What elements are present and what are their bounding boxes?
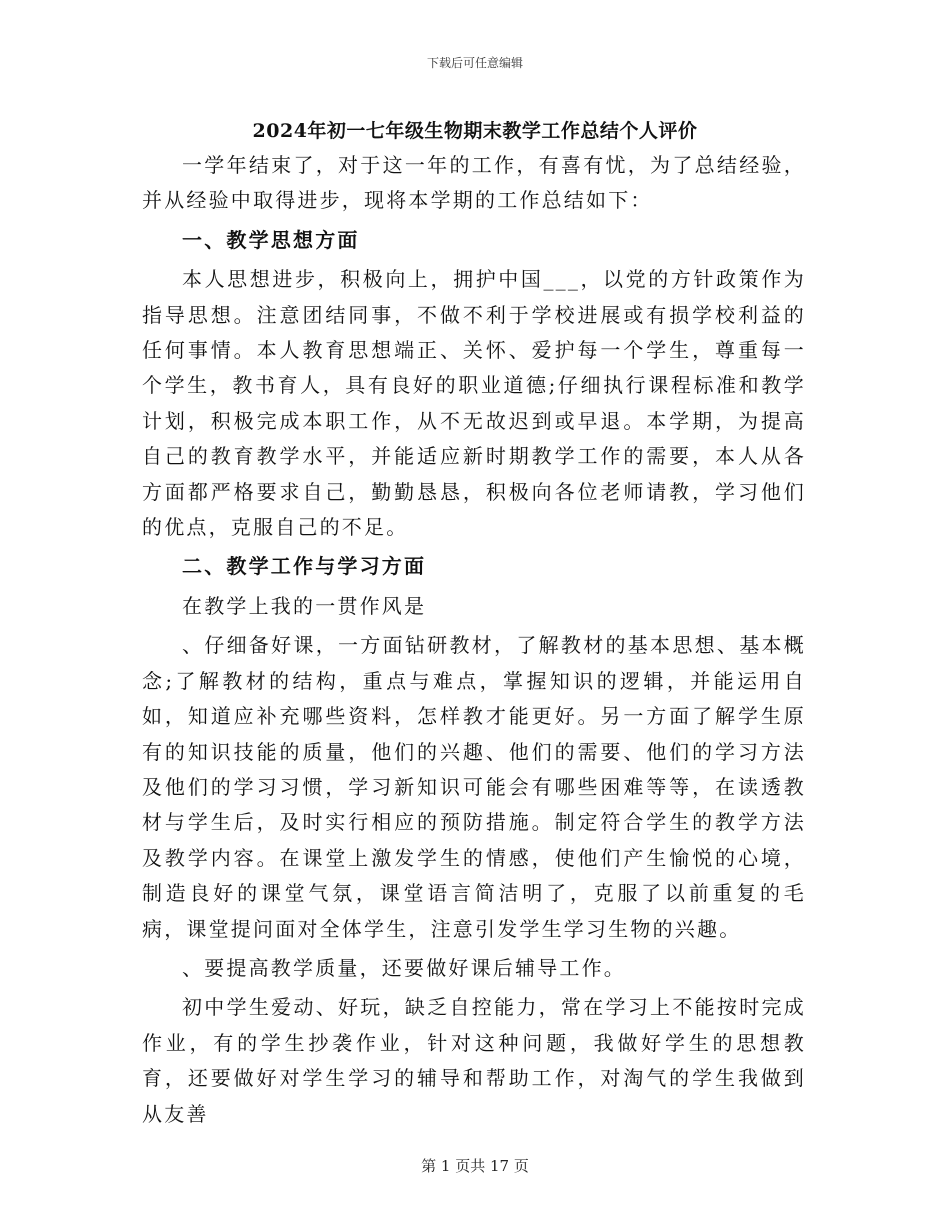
intro-paragraph: 一学年结束了，对于这一年的工作，有喜有忧，为了总结经验，并从经验中取得进步，现将本学期的工作总结如下： <box>142 153 806 213</box>
document-title: 2024年初一七年级生物期末教学工作总结个人评价 <box>252 120 698 142</box>
header-note: 下载后可任意编辑 <box>426 56 523 70</box>
document-body <box>142 148 806 1132</box>
section-heading-1: 一、教学思想方面 <box>182 227 360 252</box>
body-paragraph: 初中学生爱动、好玩，缺乏自控能力，常在学习上不能按时完成作业，有的学生抄袭作业，针对这种问题，我做好学生的思想教育，还要做好对学生学习的辅导和帮助工作，对淘气的学生我做到从友善 <box>142 995 806 1126</box>
page-number-footer: 第 1 页共 17 页 <box>421 1157 529 1175</box>
body-paragraph: 在教学上我的一贯作风是 <box>182 593 427 618</box>
body-paragraph: 、要提高教学质量，还要做好课后辅导工作。 <box>182 955 626 980</box>
body-paragraph: 、仔细备好课，一方面钻研教材，了解教材的基本思想、基本概念;了解教材的结构，重点与难点，掌握知识的逻辑，并能运用自如，知道应补充哪些资料，怎样教才能更好。另一方面了解学生原有的知识技能的质量，他们的兴趣、他们的需要、他们的学习方法及他们的学习习惯，学习新知识可能会有哪些困难等等，在读透教材与学生后，及时实行相应的预防措施。制定符合学生的教学方法及教学内容。在课堂上激发学生的情感，使他们产生愉悦的心境，制造良好的课堂气氛，课堂语言简洁明了，克服了以前重复的毛病，课堂提问面对全体学生，注意引发学生学习生物的兴趣。 <box>142 633 806 941</box>
section-heading-2: 二、教学工作与学习方面 <box>182 554 427 579</box>
body-paragraph: 本人思想进步，积极向上，拥护中国___，以党的方针政策作为指导思想。注意团结同事，不做不利于学校进展或有损学校利益的任何事情。本人教育思想端正、关怀、爱护每一个学生，尊重每一个学生，教书育人，具有良好的职业道德;仔细执行课程标准和教学计划，积极完成本职工作，从不无故迟到或早退。本学期，为提高自己的教育教学水平，并能适应新时期教学工作的需要，本人从各方面都严格要求自己，勤勤恳恳，积极向各位老师请教，学习他们的优点，克服自己的不足。 <box>142 267 806 540</box>
